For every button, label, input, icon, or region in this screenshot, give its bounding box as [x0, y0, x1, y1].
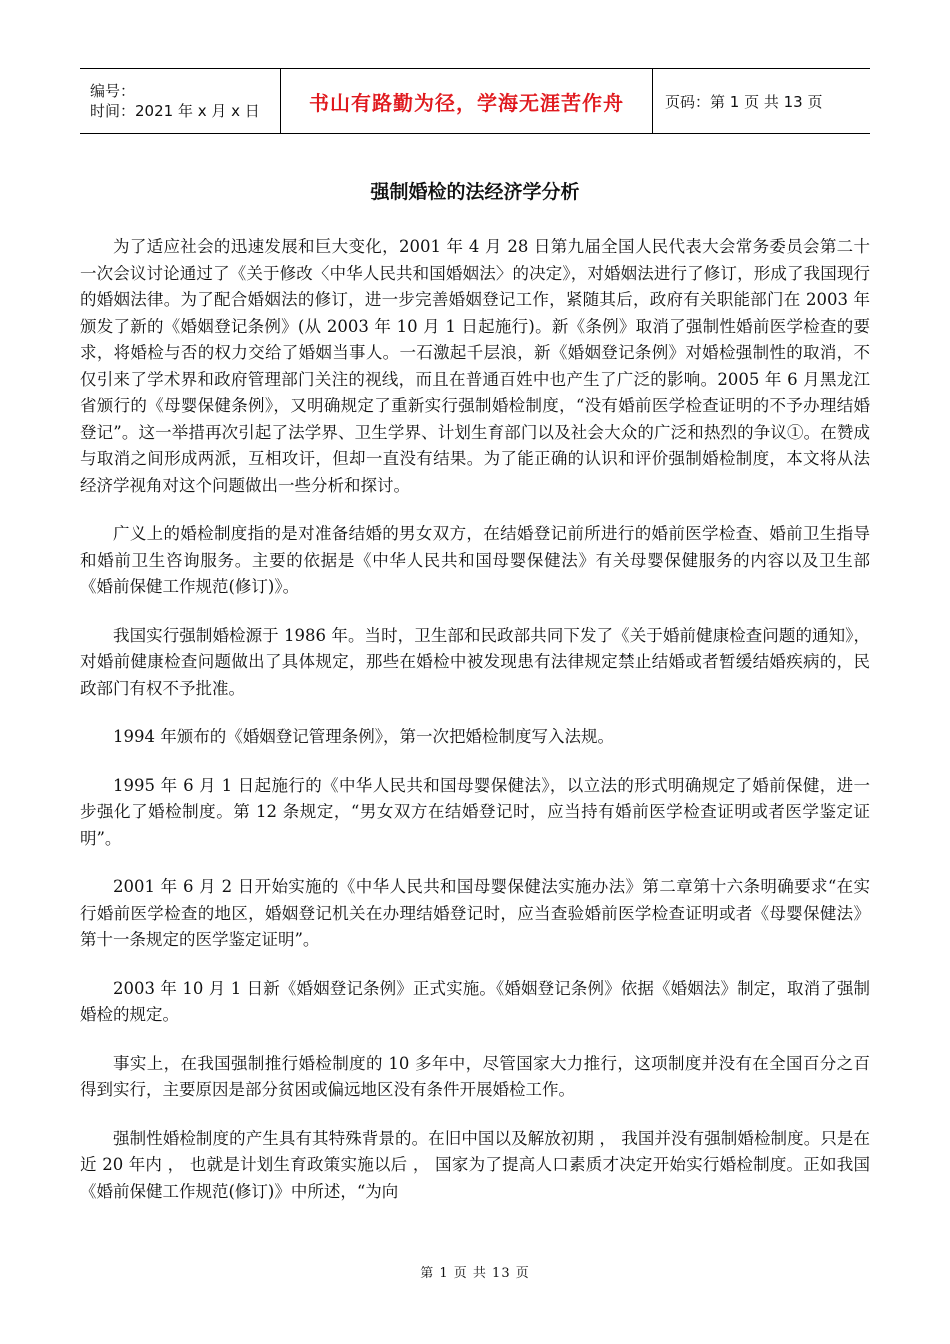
page-footer: 第 1 页 共 13 页 [420, 1266, 530, 1281]
paragraph: 广义上的婚检制度指的是对准备结婚的男女双方，在结婚登记前所进行的婚前医学检查、婚前卫生指导和婚前卫生咨询服务。主要的依据是《中华人民共和国母婴保健法》有关母婴保健服务的内容以及卫生部《婚前保健工作规范(修订)》。 [80, 524, 870, 596]
motto: 书山有路勤为径，学海无涯苦作舟 [309, 90, 624, 115]
document-body [80, 234, 870, 1227]
time-label: 时间：2021 年 x 月 x 日 [90, 102, 260, 120]
paragraph: 为了适应社会的迅速发展和巨大变化，2001 年 4 月 28 日第九届全国人民代表大会常务委员会第二十一次会议讨论通过了《关于修改〈中华人民共和国婚姻法〉的决定》，对婚姻法进行了修订，形成了我国现行的婚姻法律。为了配合婚姻法的修订，进一步完善婚姻登记工作，紧随其后，政府有关职能部门在 2003 年颁发了新的《婚姻登记条例》(从 2003 年 10 月 1 日起施行)。新《条例》取消了强制性婚前医学检查的要求，将婚检与否的权力交给了婚姻当事人。一石激起千层浪，新《婚姻登记条例》对婚检强制性的取消，不仅引来了学术界和政府管理部门关注的视线，而且在普通百姓中也产生了广泛的影响。2005 年 6 月黑龙江省颁行的《母婴保健条例》，又明确规定了重新实行强制婚检制度，“没有婚前医学检查证明的不予办理结婚登记”。这一举措再次引起了法学界、卫生学界、计划生育部门以及社会大众的广泛和热烈的争议①。在赞成与取消之间形成两派，互相攻讦，但却一直没有结果。为了能正确的认识和评价强制婚检制度，本文将从法经济学视角对这个问题做出一些分析和探讨。 [80, 237, 870, 495]
header-motto-cell [280, 69, 653, 133]
paragraph: 事实上，在我国强制推行婚检制度的 10 多年中，尽管国家大力推行，这项制度并没有在全国百分之百得到实行，主要原因是部分贫困或偏远地区没有条件开展婚检工作。 [80, 1053, 870, 1099]
paragraph: 强制性婚检制度的产生具有其特殊背景的。在旧中国以及解放初期 ， 我国并没有强制婚检制度。只是在近 20 年内 ， 也就是计划生育政策实施以后 ， 国家为了提高人口素质才决定开始实行婚检制度。正如我国《婚前保健工作规范(修订)》中所述，“为向 [80, 1128, 870, 1201]
document-title: 强制婚检的法经济学分析 [370, 181, 580, 203]
header-meta [80, 69, 280, 133]
paragraph: 2003 年 10 月 1 日新《婚姻登记条例》正式实施。《婚姻登记条例》依据《婚姻法》制定，取消了强制婚检的规定。 [80, 978, 870, 1024]
document-header [80, 68, 870, 134]
paragraph: 1994 年颁布的《婚姻登记管理条例》，第一次把婚检制度写入法规。 [113, 727, 614, 746]
page-info: 页码：第 1 页 共 13 页 [665, 92, 823, 111]
paragraph: 1995 年 6 月 1 日起施行的《中华人民共和国母婴保健法》，以立法的形式明确规定了婚前保健，进一步强化了婚检制度。第 12 条规定，“男女双方在结婚登记时，应当持有婚前医学检查证明或者医学鉴定证明”。 [80, 775, 870, 848]
paragraph: 2001 年 6 月 2 日开始实施的《中华人民共和国母婴保健法实施办法》第二章第十六条明确要求“在实行婚前医学检查的地区，婚姻登记机关在办理结婚登记时，应当查验婚前医学检查证明或者《母婴保健法》第十一条规定的医学鉴定证明”。 [80, 877, 870, 949]
number-label: 编号： [90, 82, 136, 100]
paragraph: 我国实行强制婚检源于 1986 年。当时，卫生部和民政部共同下发了《关于婚前健康检查问题的通知》，对婚前健康检查问题做出了具体规定，那些在婚检中被发现患有法律规定禁止结婚或者暂缓结婚疾病的，民政部门有权不予批准。 [80, 625, 870, 698]
header-page-cell [653, 69, 870, 133]
